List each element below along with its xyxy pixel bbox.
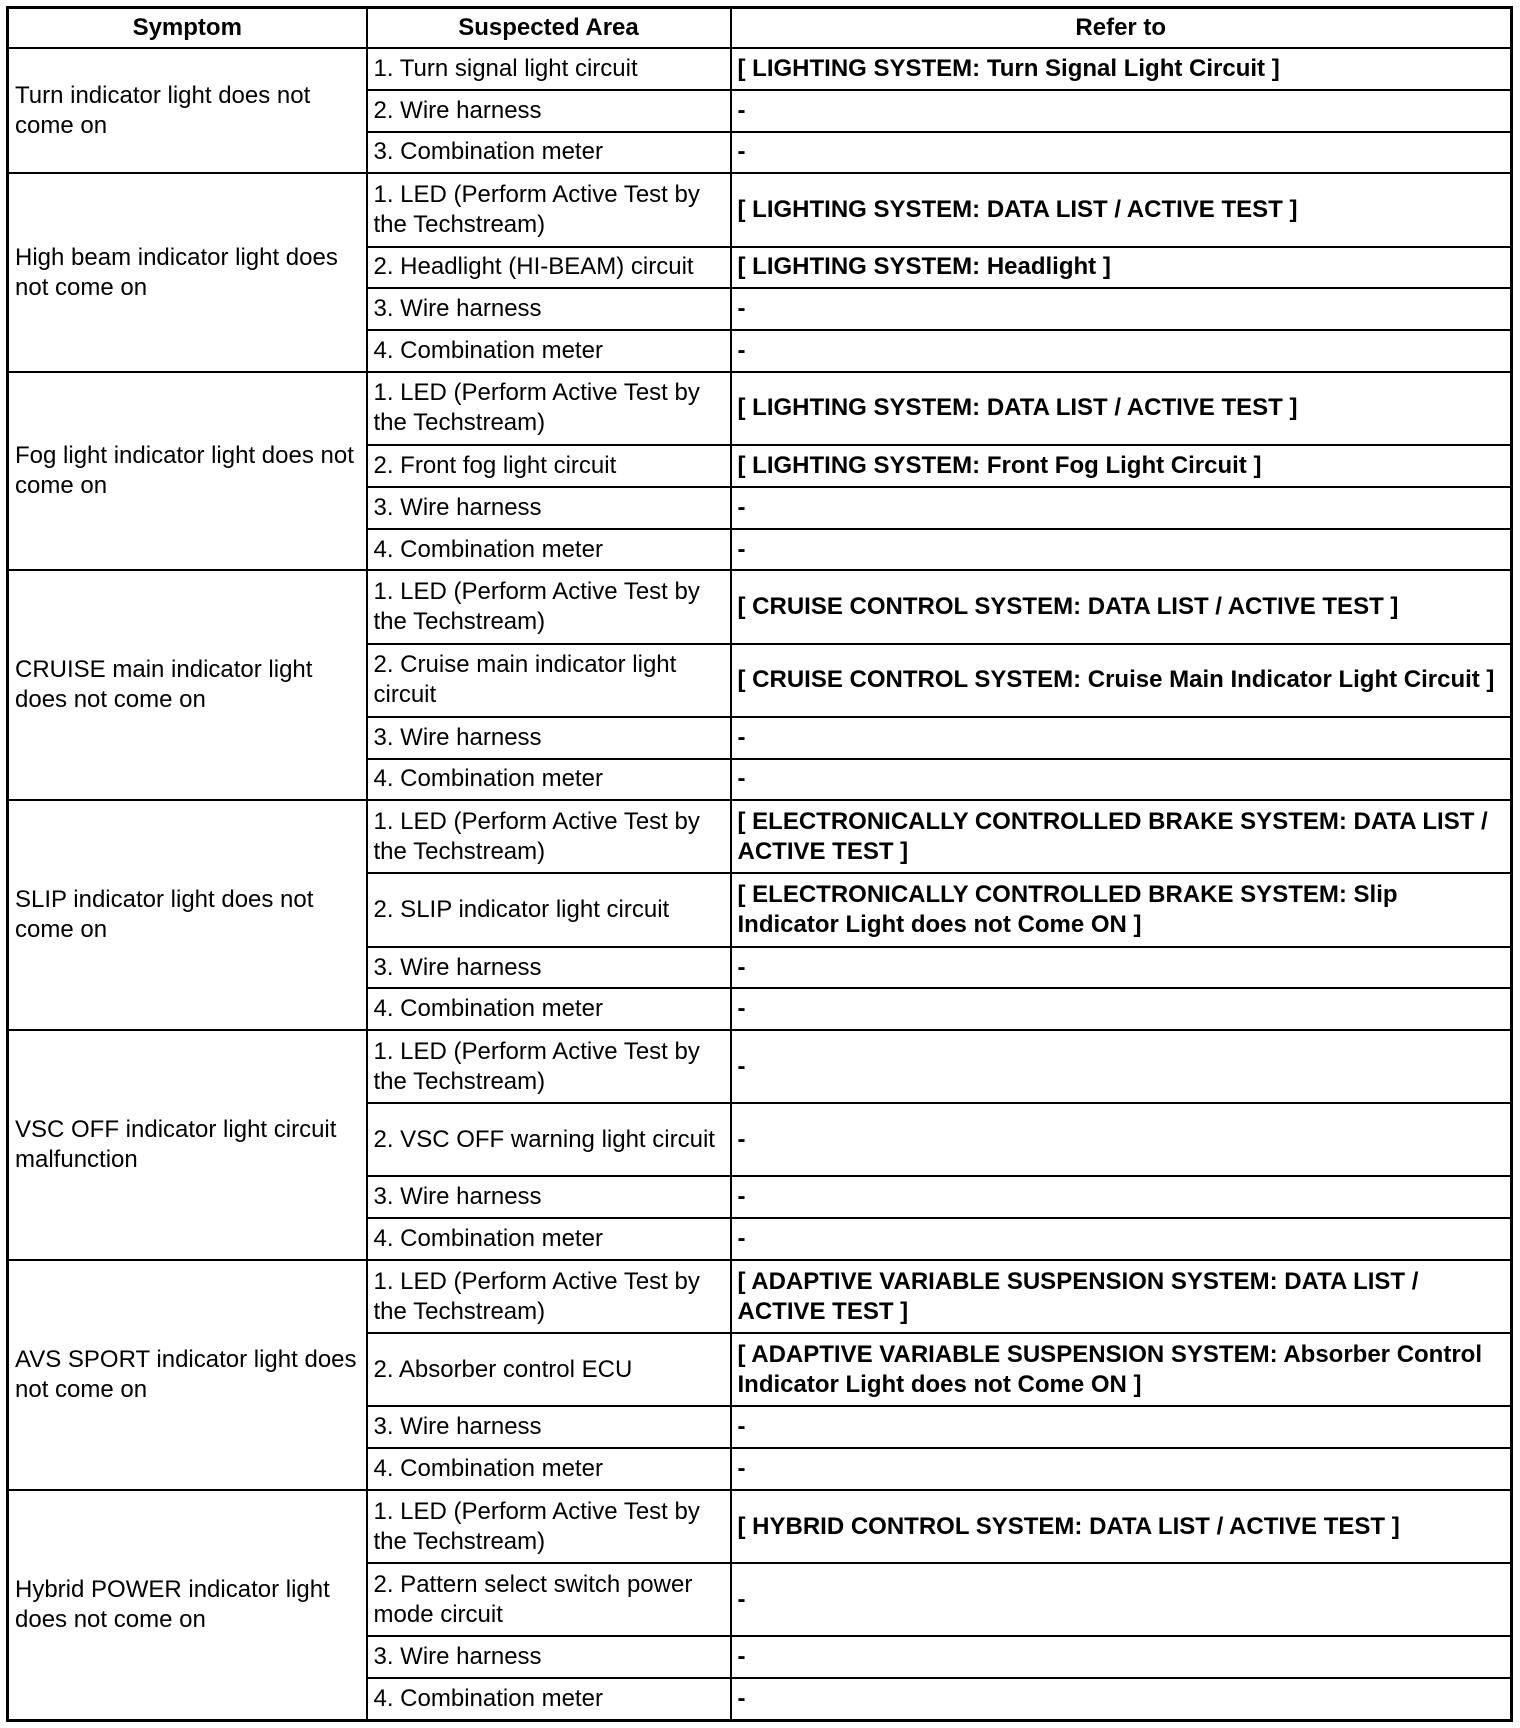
refer-to-cell: - (731, 717, 1512, 759)
suspected-area-cell: 1. LED (Perform Active Test by the Techstream) (367, 570, 731, 643)
suspected-area-cell: 3. Wire harness (367, 1176, 731, 1218)
header-refer-to: Refer to (731, 8, 1512, 49)
suspected-area-cell: 4. Combination meter (367, 988, 731, 1030)
refer-to-cell: - (731, 330, 1512, 372)
refer-to-cell: [ LIGHTING SYSTEM: Front Fog Light Circuit ] (731, 445, 1512, 487)
refer-to-cell: - (731, 988, 1512, 1030)
symptom-cell: High beam indicator light does not come on (8, 173, 367, 372)
refer-to-cell: - (731, 1448, 1512, 1490)
suspected-area-cell: 3. Wire harness (367, 1406, 731, 1448)
suspected-area-cell: 2. Wire harness (367, 90, 731, 132)
suspected-area-cell: 3. Combination meter (367, 132, 731, 174)
suspected-area-cell: 3. Wire harness (367, 288, 731, 330)
suspected-area-cell: 3. Wire harness (367, 1636, 731, 1678)
suspected-area-cell: 4. Combination meter (367, 1448, 731, 1490)
refer-to-cell: - (731, 1563, 1512, 1636)
suspected-area-cell: 3. Wire harness (367, 717, 731, 759)
symptom-cell: VSC OFF indicator light circuit malfunction (8, 1030, 367, 1260)
suspected-area-cell: 2. Cruise main indicator light circuit (367, 644, 731, 717)
refer-to-cell: [ LIGHTING SYSTEM: Turn Signal Light Circuit ] (731, 48, 1512, 90)
refer-to-cell: [ HYBRID CONTROL SYSTEM: DATA LIST / ACTIVE TEST ] (731, 1490, 1512, 1563)
suspected-area-cell: 4. Combination meter (367, 759, 731, 801)
symptom-table (6, 6, 1513, 1722)
refer-to-cell: - (731, 90, 1512, 132)
suspected-area-cell: 1. Turn signal light circuit (367, 48, 731, 90)
refer-to-cell: - (731, 288, 1512, 330)
symptom-cell: CRUISE main indicator light does not come on (8, 570, 367, 800)
table-row (8, 372, 1512, 445)
table-row (8, 48, 1512, 90)
refer-to-cell: - (731, 759, 1512, 801)
refer-to-cell: [ LIGHTING SYSTEM: DATA LIST / ACTIVE TEST ] (731, 173, 1512, 246)
table-body (8, 48, 1512, 1721)
symptom-cell: Fog light indicator light does not come on (8, 372, 367, 571)
suspected-area-cell: 1. LED (Perform Active Test by the Techstream) (367, 1030, 731, 1103)
refer-to-cell: - (731, 1103, 1512, 1176)
symptom-cell: SLIP indicator light does not come on (8, 800, 367, 1030)
suspected-area-cell: 2. Headlight (HI-BEAM) circuit (367, 247, 731, 289)
table-row (8, 1030, 1512, 1103)
refer-to-cell: - (731, 529, 1512, 571)
refer-to-cell: - (731, 1636, 1512, 1678)
refer-to-cell: - (731, 1030, 1512, 1103)
refer-to-cell: - (731, 947, 1512, 989)
symptom-cell: Turn indicator light does not come on (8, 48, 367, 173)
refer-to-cell: [ ADAPTIVE VARIABLE SUSPENSION SYSTEM: DATA LIST / ACTIVE TEST ] (731, 1260, 1512, 1333)
refer-to-cell: - (731, 132, 1512, 174)
suspected-area-cell: 1. LED (Perform Active Test by the Techstream) (367, 1260, 731, 1333)
suspected-area-cell: 4. Combination meter (367, 330, 731, 372)
suspected-area-cell: 2. Pattern select switch power mode circuit (367, 1563, 731, 1636)
refer-to-cell: - (731, 1406, 1512, 1448)
table-header-row (8, 8, 1512, 49)
suspected-area-cell: 2. VSC OFF warning light circuit (367, 1103, 731, 1176)
table-row (8, 800, 1512, 873)
suspected-area-cell: 3. Wire harness (367, 947, 731, 989)
refer-to-cell: [ ELECTRONICALLY CONTROLLED BRAKE SYSTEM: Slip Indicator Light does not Come ON ] (731, 873, 1512, 946)
refer-to-cell: - (731, 487, 1512, 529)
suspected-area-cell: 1. LED (Perform Active Test by the Techstream) (367, 173, 731, 246)
symptom-cell: Hybrid POWER indicator light does not come on (8, 1490, 367, 1721)
refer-to-cell: [ CRUISE CONTROL SYSTEM: Cruise Main Indicator Light Circuit ] (731, 644, 1512, 717)
suspected-area-cell: 1. LED (Perform Active Test by the Techstream) (367, 800, 731, 873)
symptom-cell: AVS SPORT indicator light does not come on (8, 1260, 367, 1490)
suspected-area-cell: 4. Combination meter (367, 1678, 731, 1720)
table-row (8, 1260, 1512, 1333)
refer-to-cell: [ LIGHTING SYSTEM: DATA LIST / ACTIVE TEST ] (731, 372, 1512, 445)
refer-to-cell: [ CRUISE CONTROL SYSTEM: DATA LIST / ACTIVE TEST ] (731, 570, 1512, 643)
header-suspected-area: Suspected Area (367, 8, 731, 49)
suspected-area-cell: 1. LED (Perform Active Test by the Techstream) (367, 1490, 731, 1563)
suspected-area-cell: 3. Wire harness (367, 487, 731, 529)
suspected-area-cell: 2. Absorber control ECU (367, 1333, 731, 1406)
refer-to-cell: [ ELECTRONICALLY CONTROLLED BRAKE SYSTEM: DATA LIST / ACTIVE TEST ] (731, 800, 1512, 873)
table-row (8, 1490, 1512, 1563)
suspected-area-cell: 4. Combination meter (367, 529, 731, 571)
refer-to-cell: - (731, 1176, 1512, 1218)
suspected-area-cell: 2. SLIP indicator light circuit (367, 873, 731, 946)
refer-to-cell: - (731, 1678, 1512, 1720)
suspected-area-cell: 2. Front fog light circuit (367, 445, 731, 487)
suspected-area-cell: 4. Combination meter (367, 1218, 731, 1260)
refer-to-cell: - (731, 1218, 1512, 1260)
header-symptom: Symptom (8, 8, 367, 49)
refer-to-cell: [ ADAPTIVE VARIABLE SUSPENSION SYSTEM: Absorber Control Indicator Light does not Come ON ] (731, 1333, 1512, 1406)
table-row (8, 570, 1512, 643)
table-row (8, 173, 1512, 246)
refer-to-cell: [ LIGHTING SYSTEM: Headlight ] (731, 247, 1512, 289)
suspected-area-cell: 1. LED (Perform Active Test by the Techstream) (367, 372, 731, 445)
